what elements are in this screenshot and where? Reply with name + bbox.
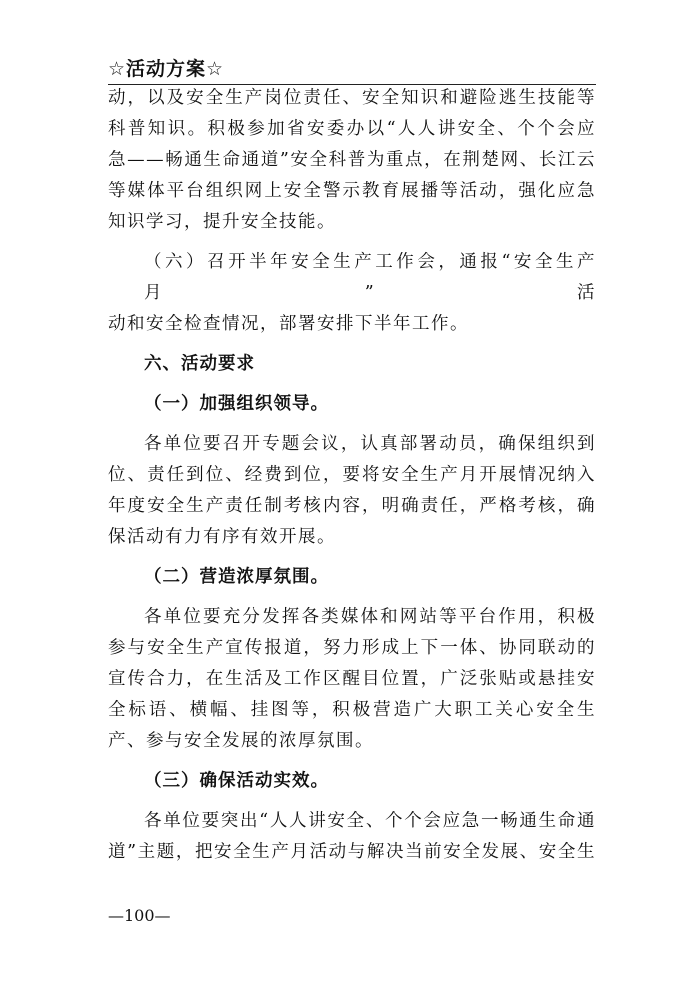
section-heading: （三）确保活动实效。 xyxy=(144,771,329,791)
paragraph xyxy=(108,806,596,868)
paragraph xyxy=(108,429,596,553)
text-line: 宣传合力，在生活及工作区醒目位置，广泛张贴或悬挂安 xyxy=(108,669,596,689)
text-line: （六）召开半年安全生产工作会，通报“安全生产月”活 xyxy=(144,252,596,303)
document-body xyxy=(108,83,596,877)
text-line: 保活动有力有序有效开展。 xyxy=(108,527,336,547)
text-line: 科普知识。积极参加省安委办以“人人讲安全、个个会应 xyxy=(108,119,596,139)
paragraph xyxy=(108,247,596,340)
text-line: 各单位要召开专题会议，认真部署动员，确保组织到 xyxy=(144,434,596,454)
text-line: 知识学习，提升安全技能。 xyxy=(108,212,336,232)
text-line: 急——畅通生命通道”安全科普为重点，在荆楚网、长江云 xyxy=(108,150,596,170)
text-line: 全标语、横幅、挂图等，积极营造广大职工关心安全生 xyxy=(108,700,596,720)
text-line: 动，以及安全生产岗位责任、安全知识和避险逃生技能等 xyxy=(108,88,596,108)
section-heading: 六、活动要求 xyxy=(144,354,255,374)
text-line: 各单位要突出“人人讲安全、个个会应急一畅通生命通 xyxy=(144,811,596,831)
text-line: 年度安全生产责任制考核内容，明确责任，严格考核，确 xyxy=(108,496,596,516)
text-line: 道”主题，把安全生产月活动与解决当前安全发展、安全生 xyxy=(108,842,596,862)
page-number: —100— xyxy=(108,906,171,925)
paragraph xyxy=(108,602,596,757)
text-line: 各单位要充分发挥各类媒体和网站等平台作用，积极 xyxy=(144,607,596,627)
paragraph xyxy=(108,83,596,238)
text-line: 位、责任到位、经费到位，要将安全生产月开展情况纳入 xyxy=(108,465,596,485)
section-heading: （一）加强组织领导。 xyxy=(144,394,329,414)
text-line: 动和安全检查情况，部署安排下半年工作。 xyxy=(108,314,469,334)
header-title: ☆活动方案☆ xyxy=(108,58,225,80)
text-line: 参与安全生产宣传报道，努力形成上下一体、协同联动的 xyxy=(108,638,596,658)
running-header xyxy=(108,56,596,85)
text-line: 产、参与安全发展的浓厚氛围。 xyxy=(108,731,374,751)
text-line: 等媒体平台组织网上安全警示教育展播等活动，强化应急 xyxy=(108,181,596,201)
section-heading: （二）营造浓厚氛围。 xyxy=(144,567,329,587)
